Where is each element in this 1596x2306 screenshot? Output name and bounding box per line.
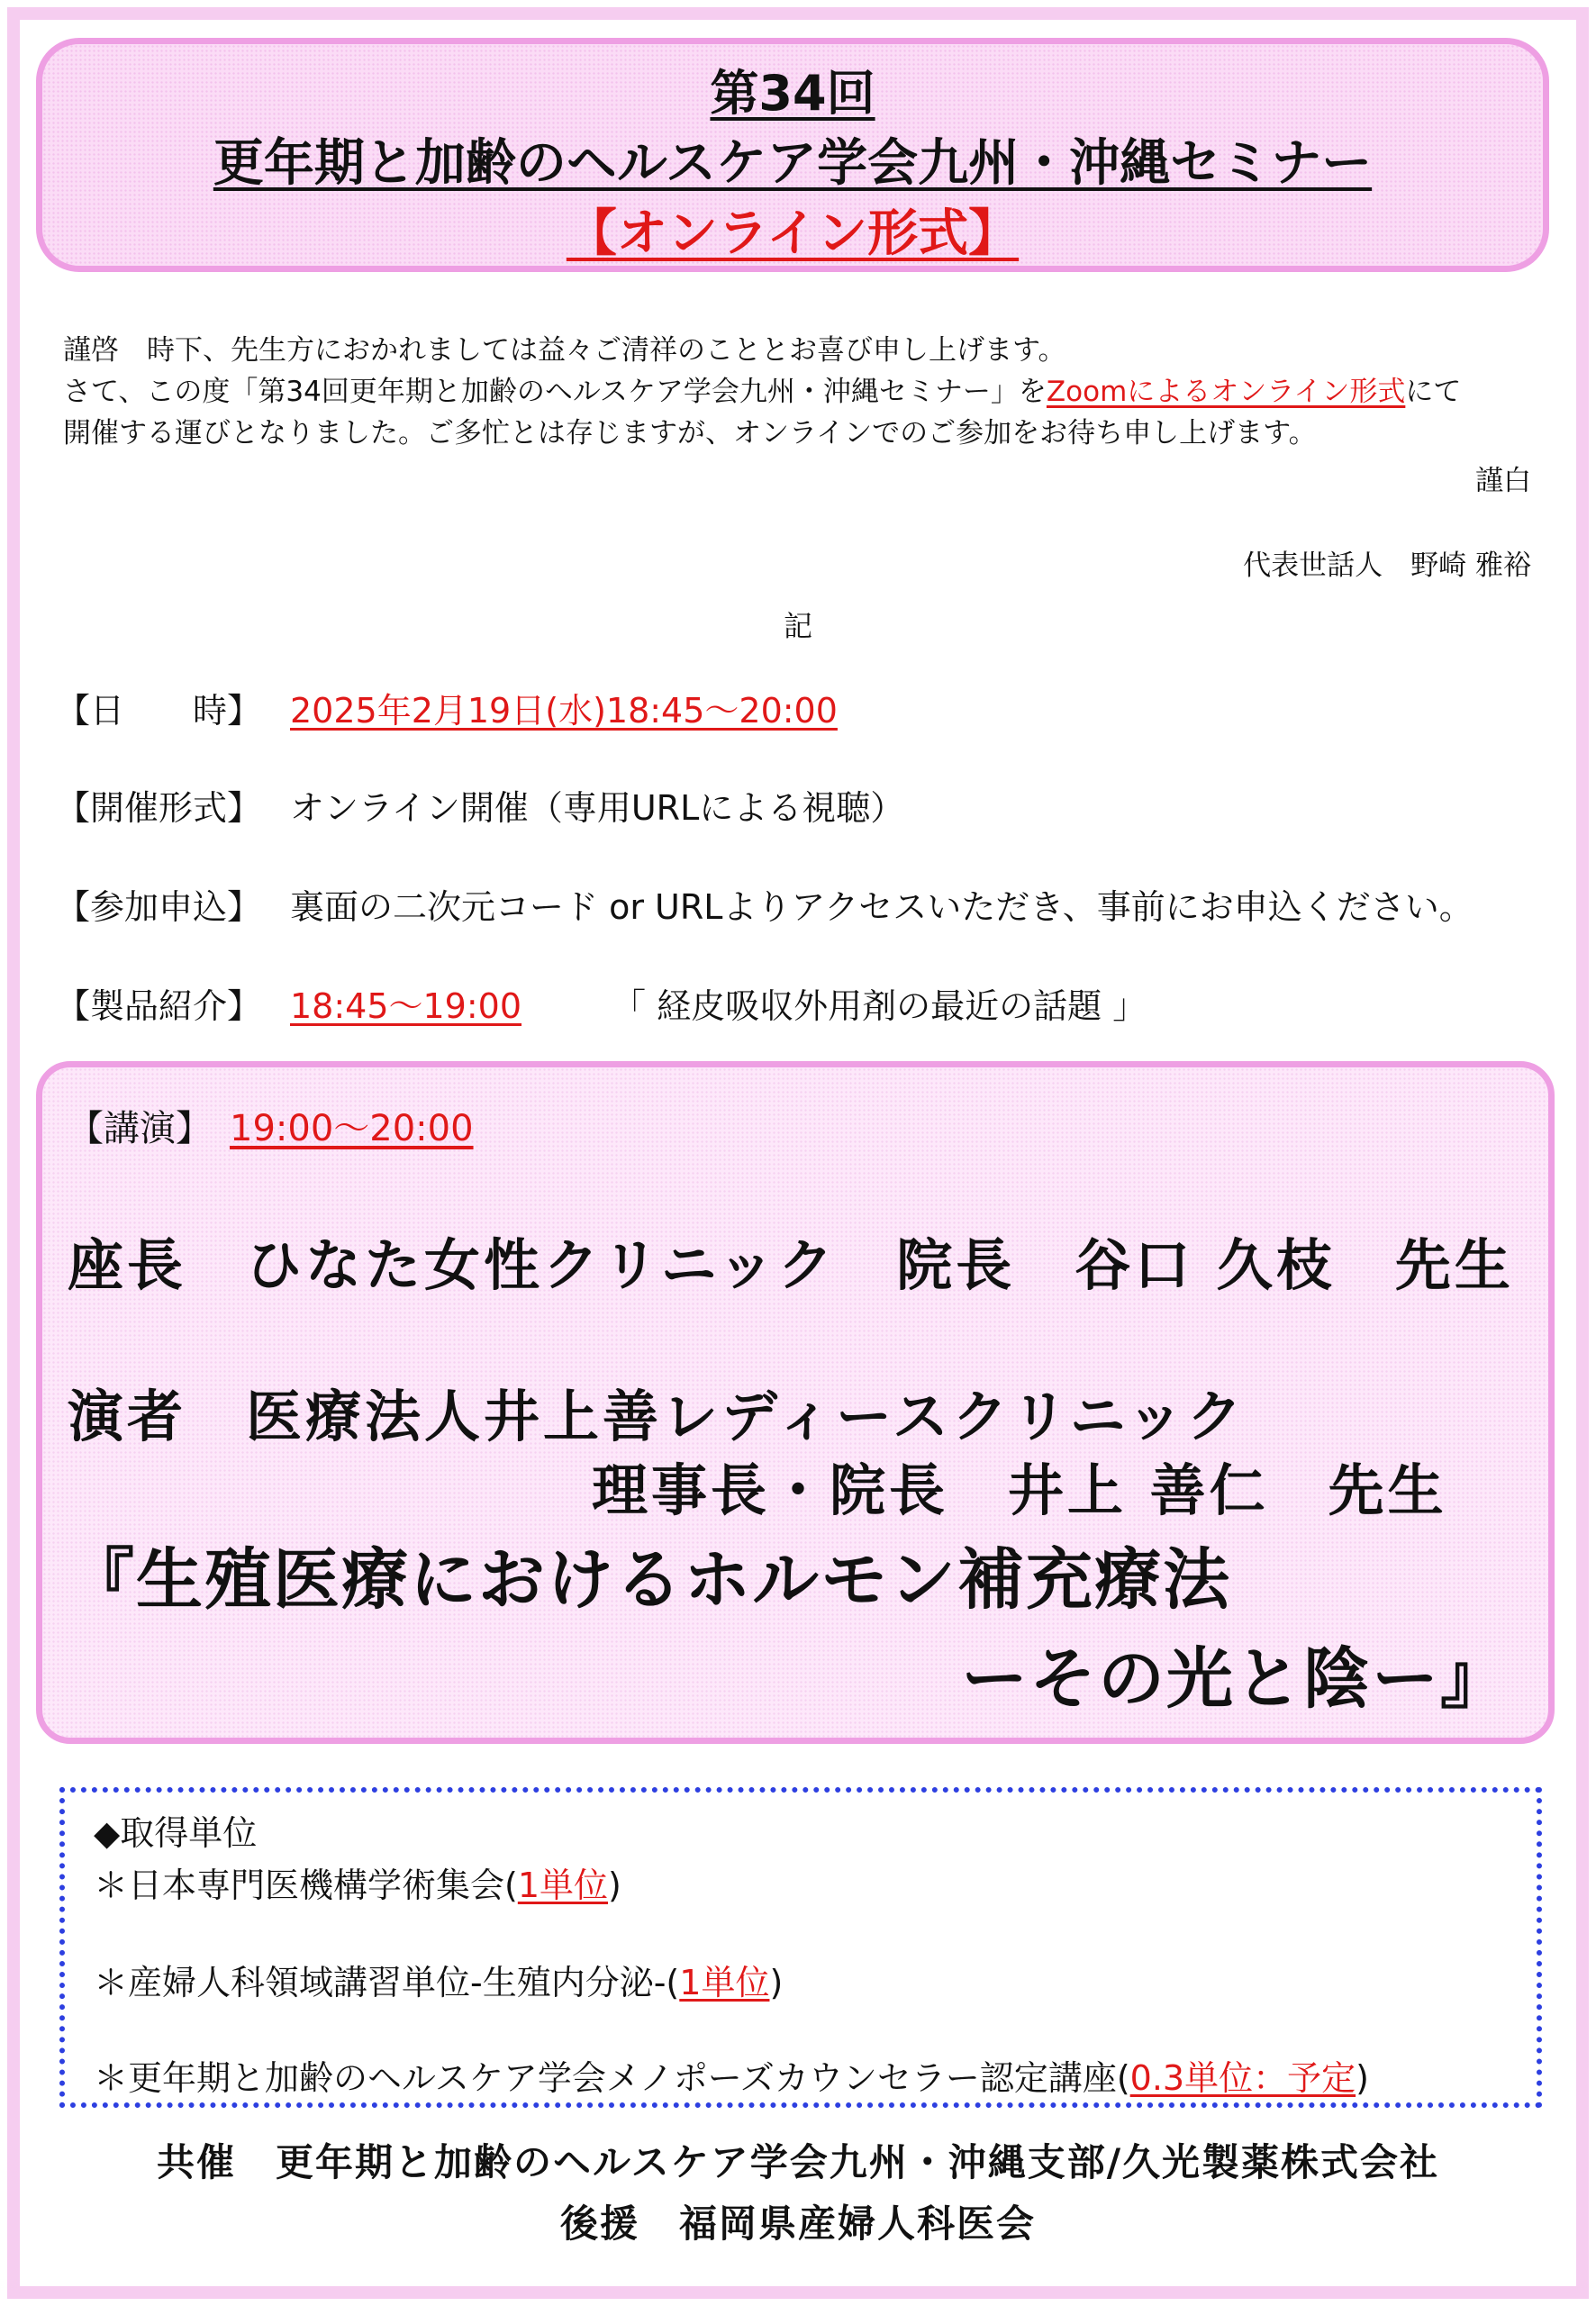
format-label: 【開催形式】 (56, 788, 262, 828)
product-row (56, 978, 1147, 1028)
greeting-line-2: さて、この度「第34回更年期と加齢のヘルスケア学会九州・沖縄セミナー」をZoomによるオンライン形式にて (63, 376, 1462, 408)
lecture-title-line-2: ーその光と陰ー』 (961, 1640, 1509, 1718)
speaker-name: 理事長・院長 井上 善仁 先生 (592, 1457, 1447, 1523)
apply-row (56, 879, 1474, 929)
seminar-format: 【オンライン形式】 (566, 204, 1020, 263)
credit-item-2: ＊産婦人科領域講習単位-生殖内分泌-(1単位) (94, 1963, 784, 2002)
product-time: 18:45～19:00 (290, 986, 522, 1026)
date-label: 【日 時】 (56, 691, 262, 731)
date-value: 2025年2月19日(水)18:45～20:00 (290, 691, 838, 731)
lecture-box (36, 1061, 1555, 1744)
greeting-line-1: 謹啓 時下、先生方におかれましては益々ご清祥のこととお喜び申し上げます。 (63, 334, 1066, 367)
product-title: 「 経皮吸収外用剤の最近の話題 」 (612, 986, 1147, 1026)
seminar-title: 更年期と加齢のヘルスケア学会九州・沖縄セミナー (213, 134, 1373, 193)
ki-marker: 記 (783, 609, 812, 643)
chairperson: 座長 ひなた女性クリニック 院長 谷口 久枝 先生 (68, 1232, 1514, 1298)
speaker-affiliation: 演者 医療法人井上善レディースクリニック (68, 1384, 1247, 1449)
credit-item-1: ＊日本専門医機構学術集会(1単位) (94, 1866, 621, 1905)
signer: 代表世話人 野崎 雅裕 (1243, 549, 1531, 582)
title-banner (36, 38, 1549, 272)
seminar-number: 第34回 (710, 65, 875, 122)
greeting-line-3: 開催する運びとなりました。ご多忙とは存じますが、オンラインでのご参加をお待ち申し上げます。 (63, 417, 1317, 449)
closing-phrase: 謹白 (1475, 465, 1531, 497)
credits-heading: ◆取得単位 (94, 1813, 258, 1853)
lecture-label: 【講演】 (68, 1108, 212, 1149)
apply-label: 【参加申込】 (56, 887, 262, 927)
cohost-line: 共催 更年期と加齢のヘルスケア学会九州・沖縄支部/久光製薬株式会社 (156, 2140, 1440, 2184)
lecture-time: 19:00～20:00 (230, 1108, 474, 1149)
format-row (56, 780, 904, 830)
lecture-title-line-1: 『生殖医療におけるホルモン補充療法 (68, 1541, 1231, 1619)
zoom-online-emphasis: Zoomによるオンライン形式 (1046, 376, 1406, 408)
credits-box (59, 1787, 1542, 2108)
date-row (56, 683, 838, 732)
format-value: オンライン開催（専用URLによる視聴） (290, 788, 905, 828)
product-label: 【製品紹介】 (56, 986, 262, 1026)
credit-item-3: ＊更年期と加齢のヘルスケア学会メノポーズカウンセラー認定講座(0.3単位：予定) (94, 2058, 1369, 2098)
support-line: 後援 福岡県産婦人科医会 (559, 2202, 1036, 2246)
lecture-header (68, 1100, 474, 1151)
apply-value: 裏面の二次元コード or URLよりアクセスいただき、事前にお申込ください。 (290, 887, 1474, 927)
